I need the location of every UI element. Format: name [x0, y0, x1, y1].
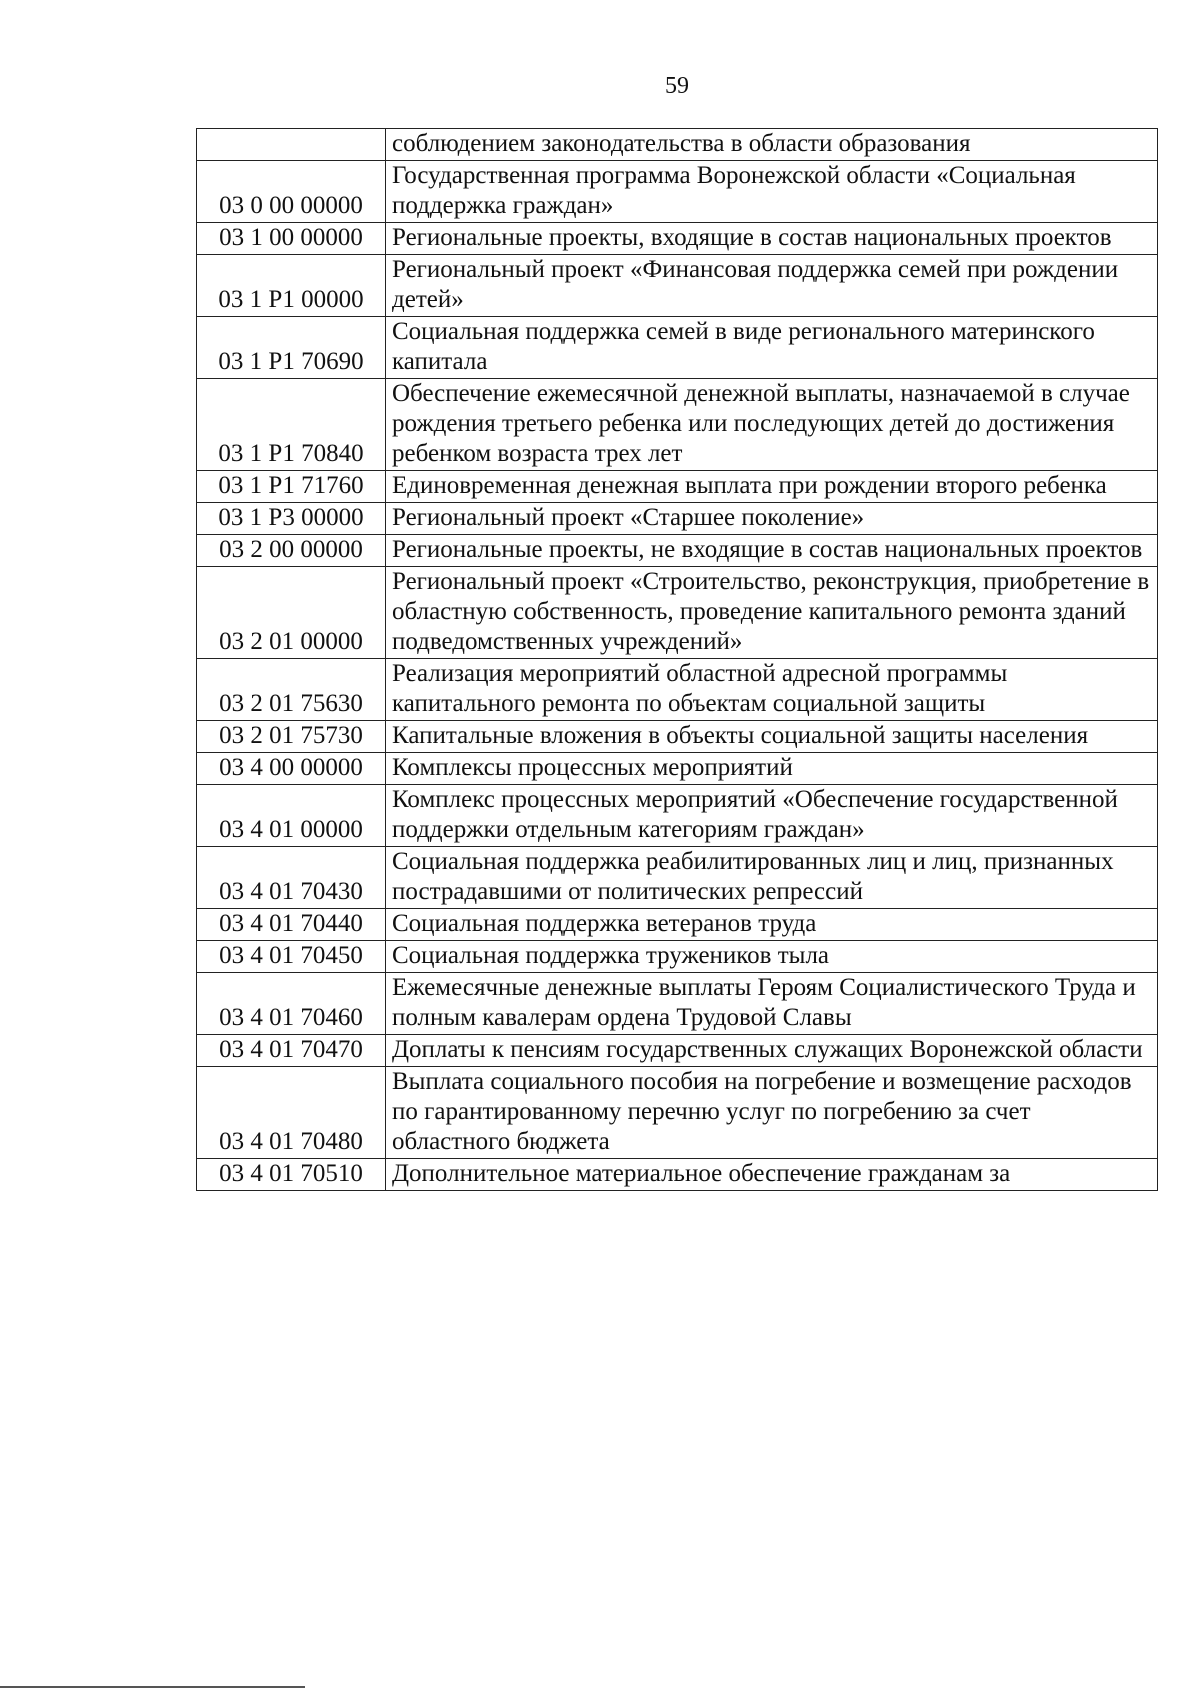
- table-row: [197, 535, 1158, 567]
- description-cell: Государственная программа Воронежской области «Социальная поддержка граждан»: [386, 161, 1158, 223]
- table-row: [197, 129, 1158, 161]
- code-cell: 03 4 01 70430: [197, 847, 386, 909]
- code-cell: 03 4 01 70440: [197, 909, 386, 941]
- table-row: [197, 1067, 1158, 1159]
- code-cell: 03 4 01 70460: [197, 973, 386, 1035]
- page-number: 59: [665, 73, 689, 99]
- code-cell: 03 1 Р1 70690: [197, 317, 386, 379]
- table-row: [197, 379, 1158, 471]
- table-row: [197, 223, 1158, 255]
- code-cell: 03 4 01 00000: [197, 785, 386, 847]
- table-row: [197, 785, 1158, 847]
- table-row: [197, 255, 1158, 317]
- description-cell: Комплекс процессных мероприятий «Обеспечение государственной поддержки отдельным категориям граждан»: [386, 785, 1158, 847]
- table-row: [197, 1159, 1158, 1191]
- scan-edge-line: [0, 1686, 305, 1688]
- code-cell: [197, 129, 386, 161]
- description-cell: Региональный проект «Финансовая поддержка семей при рождении детей»: [386, 255, 1158, 317]
- description-cell: Социальная поддержка реабилитированных лиц и лиц, признанных пострадавшими от политических репрессий: [386, 847, 1158, 909]
- table-row: [197, 161, 1158, 223]
- budget-classification-table: [196, 128, 1158, 1191]
- code-cell: 03 4 00 00000: [197, 753, 386, 785]
- table-row: [197, 753, 1158, 785]
- description-cell: Доплаты к пенсиям государственных служащих Воронежской области: [386, 1035, 1158, 1067]
- description-cell: Ежемесячные денежные выплаты Героям Социалистического Труда и полным кавалерам ордена Трудовой Славы: [386, 973, 1158, 1035]
- code-cell: 03 1 Р1 71760: [197, 471, 386, 503]
- code-cell: 03 4 01 70470: [197, 1035, 386, 1067]
- description-cell: Единовременная денежная выплата при рождении второго ребенка: [386, 471, 1158, 503]
- code-cell: 03 4 01 70510: [197, 1159, 386, 1191]
- description-cell: Комплексы процессных мероприятий: [386, 753, 1158, 785]
- description-cell: Обеспечение ежемесячной денежной выплаты, назначаемой в случае рождения третьего ребенка или последующих детей до достижения ребенком возраста трех лет: [386, 379, 1158, 471]
- description-cell: Дополнительное материальное обеспечение гражданам за: [386, 1159, 1158, 1191]
- description-cell: Региональный проект «Старшее поколение»: [386, 503, 1158, 535]
- table-row: [197, 721, 1158, 753]
- table-row: [197, 471, 1158, 503]
- code-cell: 03 1 Р1 00000: [197, 255, 386, 317]
- table-row: [197, 973, 1158, 1035]
- description-cell: Социальная поддержка ветеранов труда: [386, 909, 1158, 941]
- code-cell: 03 1 Р3 00000: [197, 503, 386, 535]
- description-cell: Реализация мероприятий областной адресной программы капитального ремонта по объектам социальной защиты: [386, 659, 1158, 721]
- description-cell: Капитальные вложения в объекты социальной защиты населения: [386, 721, 1158, 753]
- code-cell: 03 4 01 70450: [197, 941, 386, 973]
- description-cell: Социальная поддержка тружеников тыла: [386, 941, 1158, 973]
- code-cell: 03 1 00 00000: [197, 223, 386, 255]
- table-row: [197, 659, 1158, 721]
- table-row: [197, 941, 1158, 973]
- code-cell: 03 1 Р1 70840: [197, 379, 386, 471]
- table-row: [197, 847, 1158, 909]
- table-row: [197, 317, 1158, 379]
- code-cell: 03 2 00 00000: [197, 535, 386, 567]
- table-row: [197, 503, 1158, 535]
- table-row: [197, 909, 1158, 941]
- code-cell: 03 0 00 00000: [197, 161, 386, 223]
- code-cell: 03 2 01 75630: [197, 659, 386, 721]
- table-row: [197, 567, 1158, 659]
- description-cell: Региональные проекты, не входящие в состав национальных проектов: [386, 535, 1158, 567]
- code-cell: 03 2 01 75730: [197, 721, 386, 753]
- table-row: [197, 1035, 1158, 1067]
- code-cell: 03 2 01 00000: [197, 567, 386, 659]
- description-cell: соблюдением законодательства в области образования: [386, 129, 1158, 161]
- description-cell: Региональные проекты, входящие в состав национальных проектов: [386, 223, 1158, 255]
- description-cell: Выплата социального пособия на погребение и возмещение расходов по гарантированному перечню услуг по погребению за счет областного бюджета: [386, 1067, 1158, 1159]
- code-cell: 03 4 01 70480: [197, 1067, 386, 1159]
- description-cell: Социальная поддержка семей в виде регионального материнского капитала: [386, 317, 1158, 379]
- description-cell: Региональный проект «Строительство, реконструкция, приобретение в областную собственность, проведение капитального ремонта зданий подведомственных учреждений»: [386, 567, 1158, 659]
